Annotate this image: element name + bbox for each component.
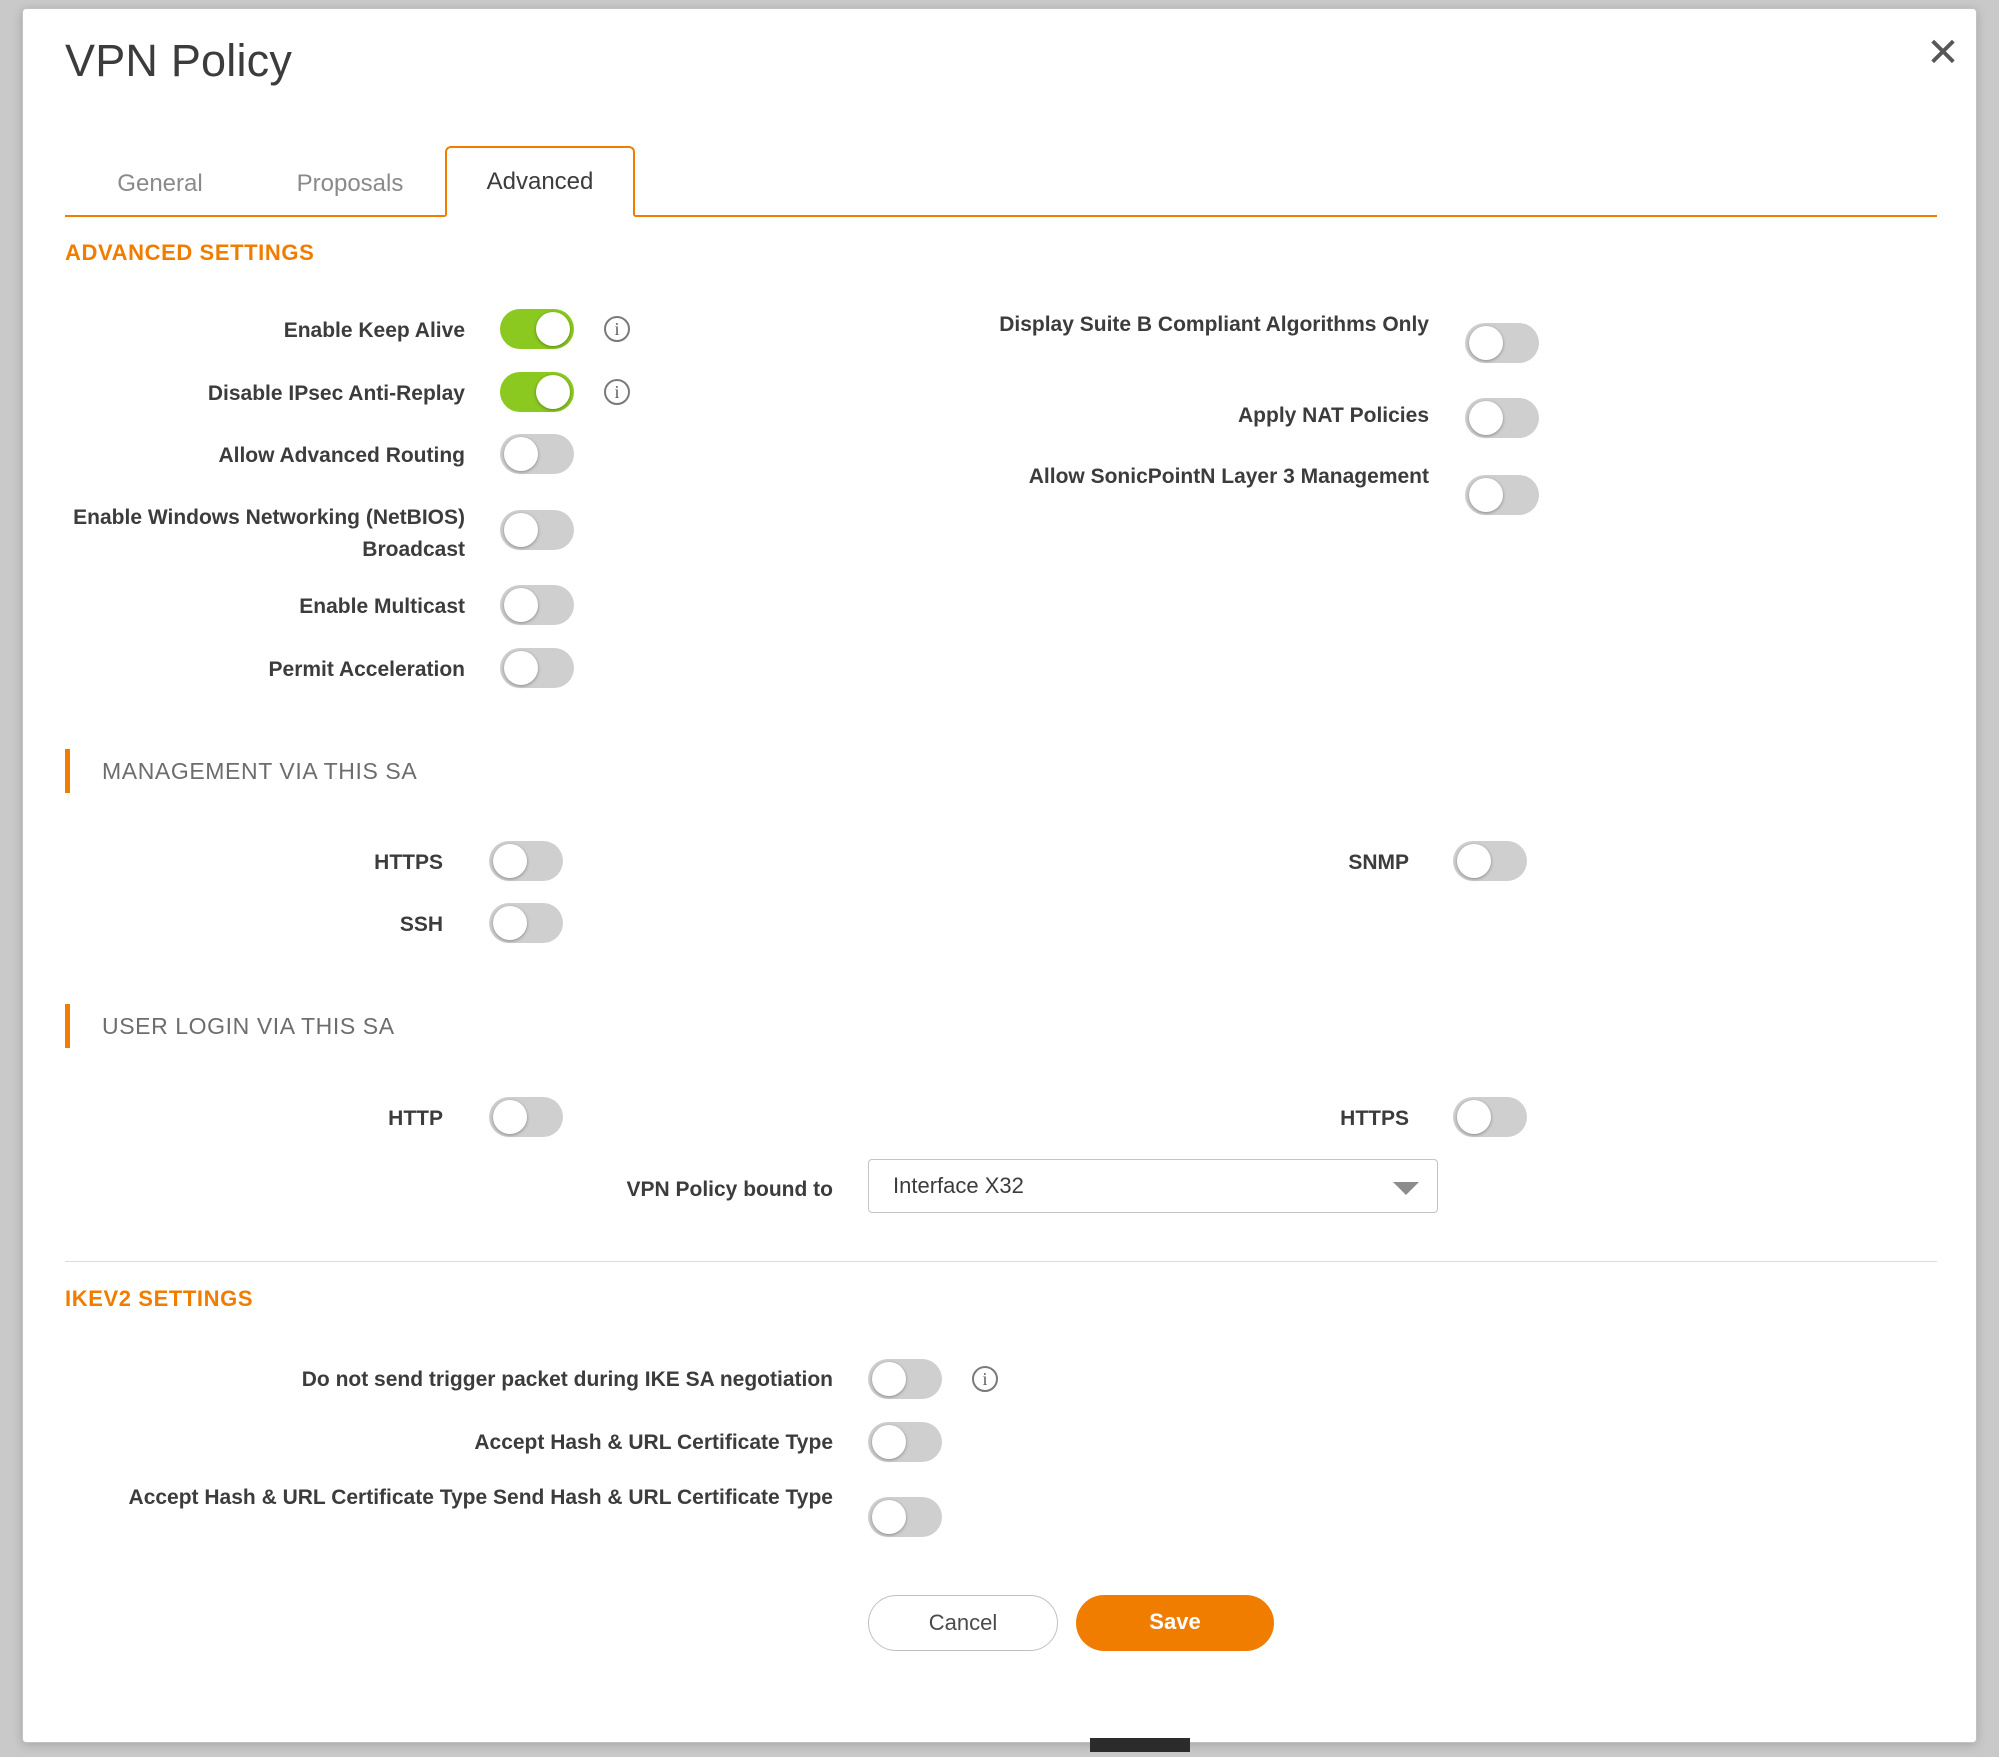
tab-advanced[interactable]: Advanced [445, 146, 635, 217]
save-button[interactable]: Save [1076, 1595, 1274, 1651]
toggle-no-trigger-packet[interactable] [868, 1359, 942, 1399]
taskbar-strip [1090, 1738, 1190, 1752]
toggle-mgmt-https[interactable] [489, 841, 563, 881]
toggle-login-https[interactable] [1453, 1097, 1527, 1137]
label-enable-keep-alive: Enable Keep Alive [283, 319, 465, 342]
info-icon-no-trigger-packet[interactable]: i [972, 1366, 998, 1392]
toggle-disable-ipsec-anti-replay[interactable] [500, 372, 574, 412]
toggle-mgmt-ssh[interactable] [489, 903, 563, 943]
label-display-suite-b: Display Suite B Compliant Algorithms Only [999, 313, 1429, 336]
toggle-allow-advanced-routing[interactable] [500, 434, 574, 474]
management-via-sa-heading: MANAGEMENT VIA THIS SA [65, 749, 417, 793]
vpn-policy-bound-to-value: Interface X32 [893, 1173, 1024, 1198]
label-disable-ipsec-anti-replay: Disable IPsec Anti-Replay [207, 382, 465, 405]
label-allow-advanced-routing: Allow Advanced Routing [218, 444, 465, 467]
toggle-mgmt-snmp[interactable] [1453, 841, 1527, 881]
tab-general[interactable]: General [117, 170, 203, 197]
tab-bar [65, 149, 1937, 217]
cancel-button[interactable]: Cancel [868, 1595, 1058, 1651]
label-mgmt-https: HTTPS [374, 851, 443, 874]
toggle-enable-multicast[interactable] [500, 585, 574, 625]
toggle-display-suite-b[interactable] [1465, 323, 1539, 363]
toggle-accept-send-hash-url-cert[interactable] [868, 1497, 942, 1537]
label-allow-sonicpointn-l3-mgmt: Allow SonicPointN Layer 3 Management [1028, 465, 1429, 488]
ikev2-settings-heading: IKEV2 SETTINGS [65, 1286, 254, 1311]
label-enable-multicast: Enable Multicast [299, 595, 465, 618]
advanced-settings-heading: ADVANCED SETTINGS [65, 240, 315, 265]
label-login-https: HTTPS [1340, 1107, 1409, 1130]
label-apply-nat-policies: Apply NAT Policies [1238, 404, 1429, 427]
label-enable-netbios-broadcast: Enable Windows Networking (NetBIOS) Broadcast [73, 506, 465, 561]
label-vpn-policy-bound-to: VPN Policy bound to [626, 1178, 833, 1201]
label-permit-acceleration: Permit Acceleration [268, 658, 465, 681]
chevron-down-icon [1393, 1182, 1419, 1195]
vpn-policy-bound-to-select[interactable] [868, 1159, 1438, 1213]
label-accept-send-hash-url-cert: Accept Hash & URL Certificate Type Send Hash & URL Certificate Type [128, 1486, 833, 1509]
close-icon[interactable]: ✕ [1926, 31, 1960, 75]
toggle-enable-keep-alive[interactable] [500, 309, 574, 349]
toggle-login-http[interactable] [489, 1097, 563, 1137]
label-accept-hash-url-cert: Accept Hash & URL Certificate Type [474, 1431, 833, 1454]
page-title: VPN Policy [65, 35, 293, 86]
toggle-permit-acceleration[interactable] [500, 648, 574, 688]
tab-proposals[interactable]: Proposals [296, 170, 404, 197]
info-icon-enable-keep-alive[interactable]: i [604, 316, 630, 342]
toggle-apply-nat-policies[interactable] [1465, 398, 1539, 438]
section-divider [65, 1261, 1937, 1262]
toggle-accept-hash-url-cert[interactable] [868, 1422, 942, 1462]
label-login-http: HTTP [388, 1107, 443, 1130]
info-icon-disable-ipsec-anti-replay[interactable]: i [604, 379, 630, 405]
label-mgmt-ssh: SSH [399, 913, 443, 936]
user-login-via-sa-heading: USER LOGIN VIA THIS SA [65, 1004, 395, 1048]
label-no-trigger-packet: Do not send trigger packet during IKE SA negotiation [301, 1368, 833, 1391]
label-mgmt-snmp: SNMP [1348, 851, 1409, 874]
toggle-allow-sonicpointn-l3-mgmt[interactable] [1465, 475, 1539, 515]
toggle-enable-netbios-broadcast[interactable] [500, 510, 574, 550]
vpn-policy-dialog [22, 8, 1977, 1743]
